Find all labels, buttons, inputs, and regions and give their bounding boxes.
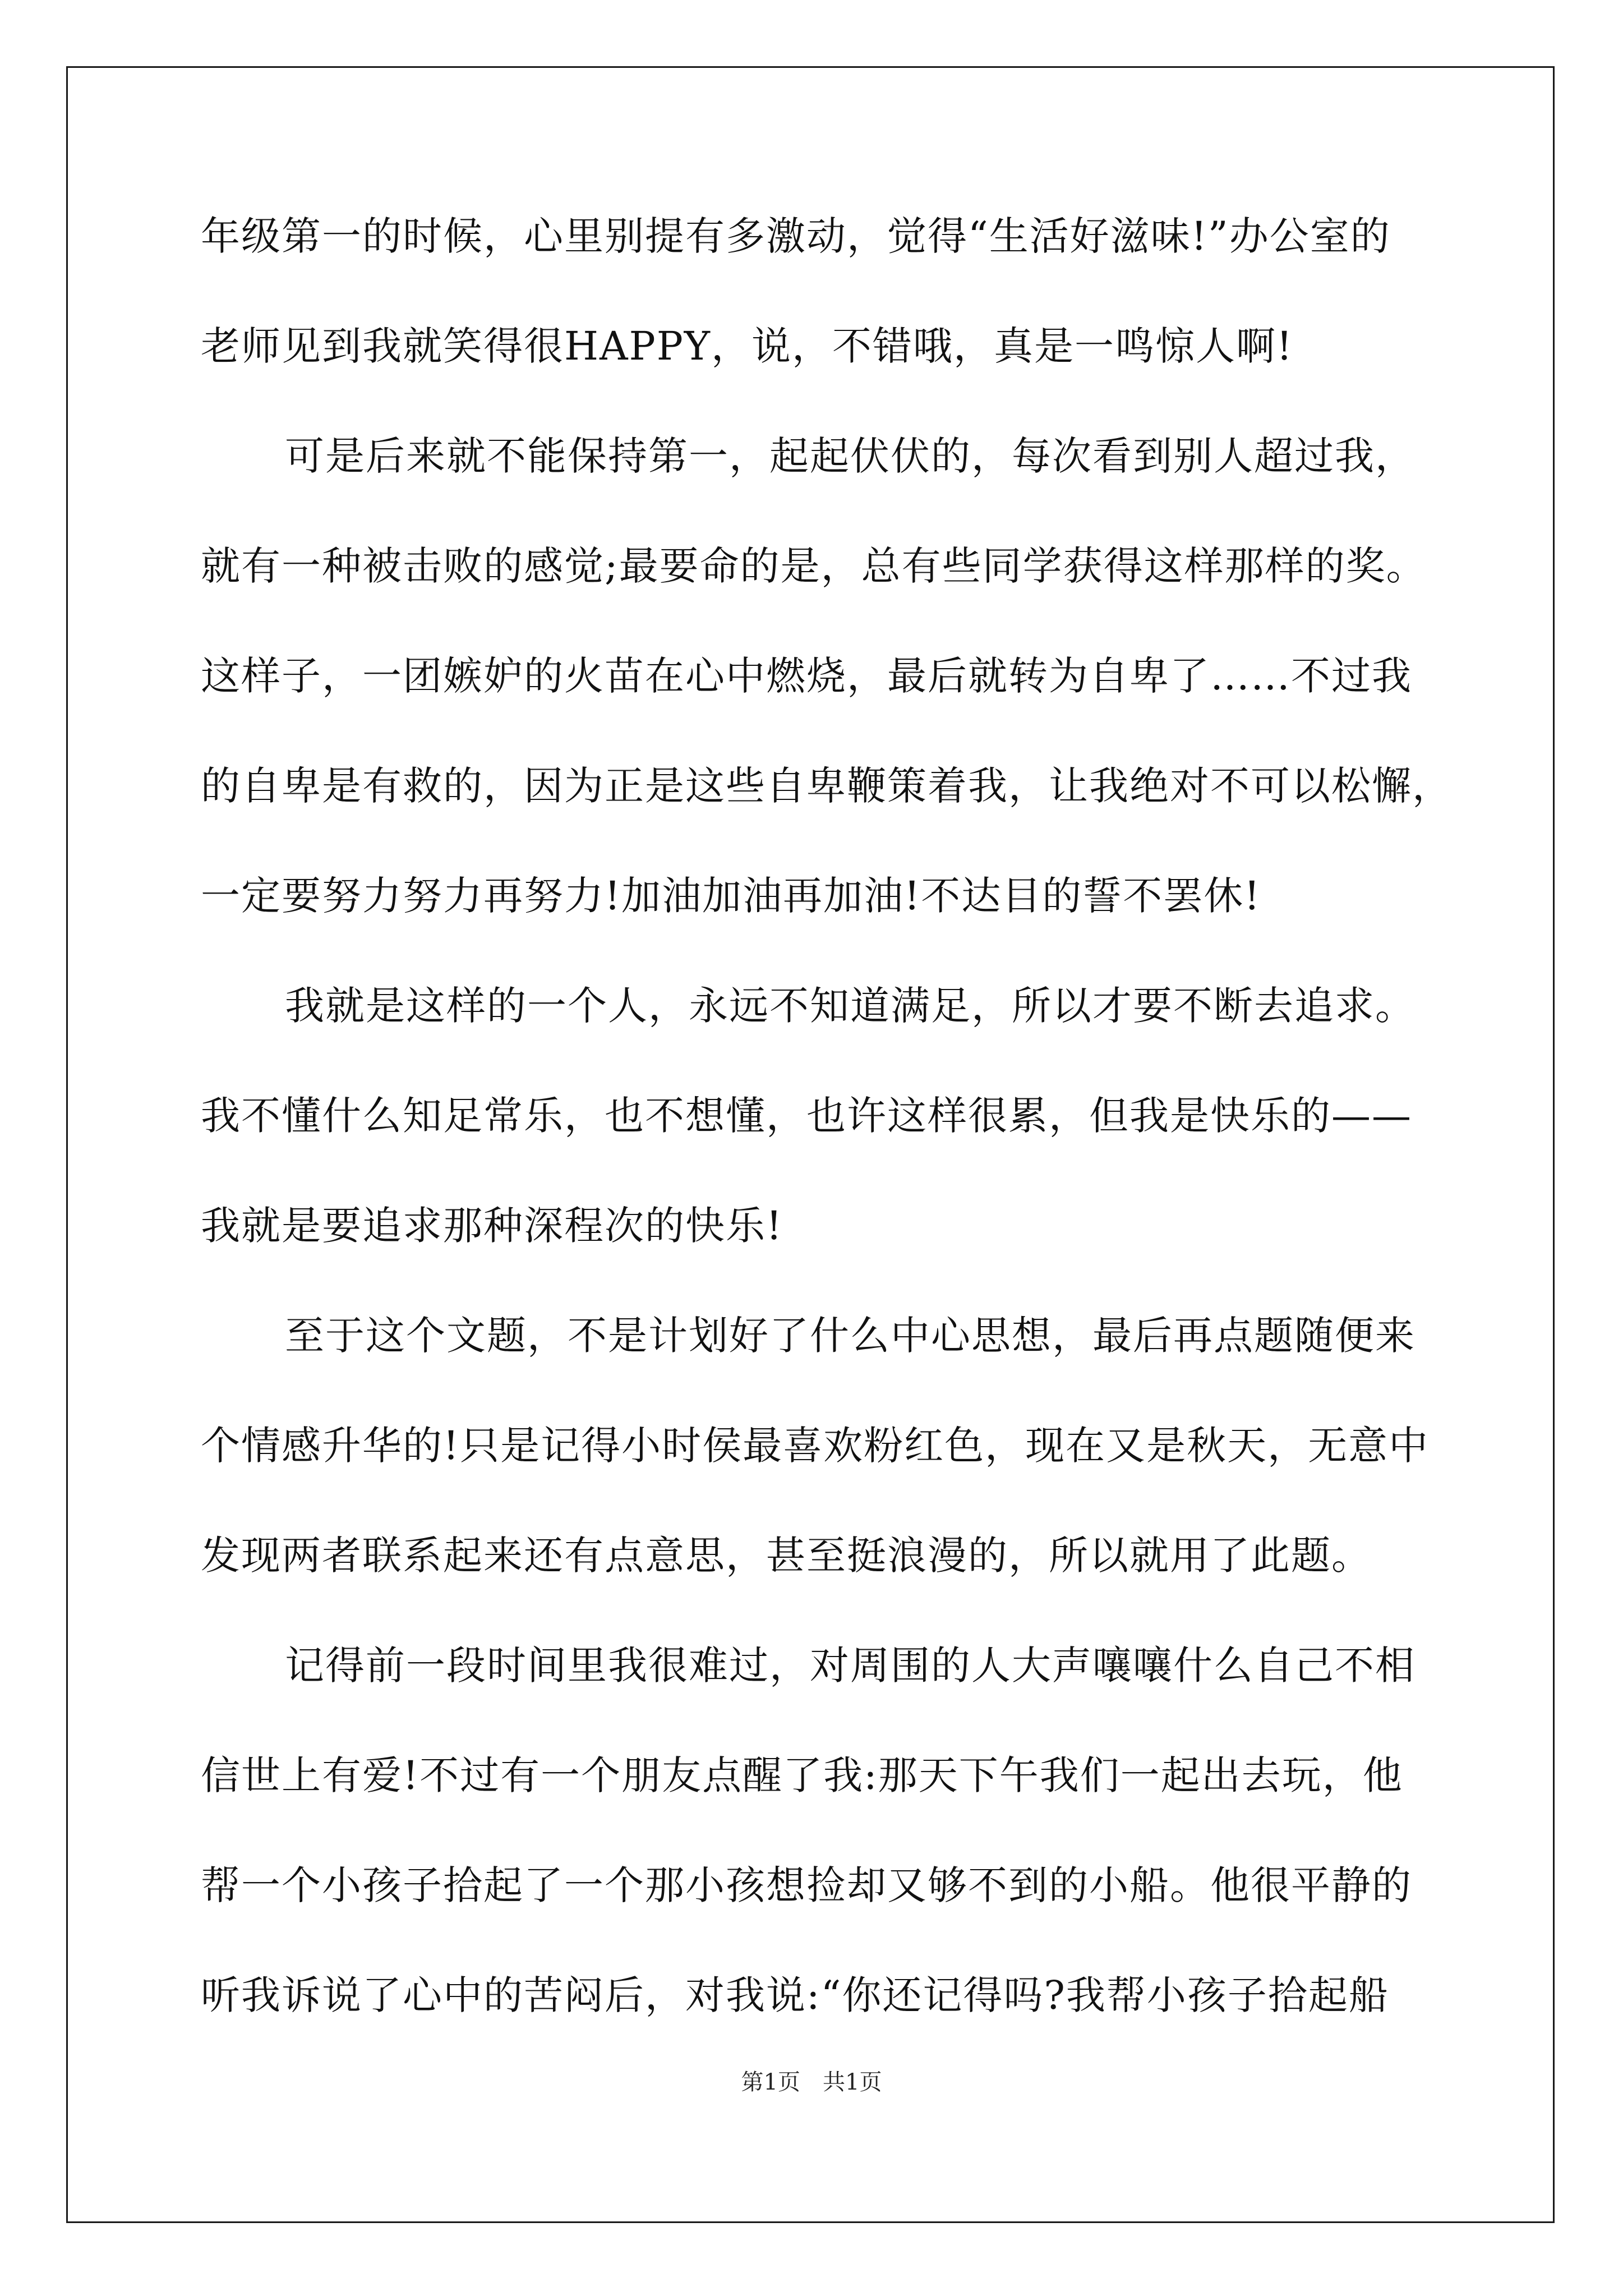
text-line: 一定要努力努力再努力!加油加油再加油!不达目的誓不罢休! (201, 873, 1261, 919)
text-line: 至于这个文题，不是计划好了什么中心思想，最后再点题随便来 (285, 1313, 1415, 1359)
text-line: 我不懂什么知足常乐，也不想懂，也许这样很累，但我是快乐的—— (201, 1093, 1412, 1139)
text-line: 这样子，一团嫉妒的火苗在心中燃烧，最后就转为自卑了……不过我 (201, 653, 1412, 699)
text-line: 发现两者联系起来还有点意思，甚至挺浪漫的，所以就用了此题。 (201, 1533, 1372, 1579)
text-line: 个情感升华的!只是记得小时侯最喜欢粉红色，现在又是秋天，无意中 (201, 1423, 1430, 1469)
text-line: 我就是这样的一个人，永远不知道满足，所以才要不断去追求。 (285, 983, 1415, 1029)
text-line: 老师见到我就笑得很HAPPY，说，不错哦，真是一鸣惊人啊! (201, 323, 1294, 369)
text-line: 的自卑是有救的，因为正是这些自卑鞭策着我，让我绝对不可以松懈， (201, 763, 1453, 809)
text-line: 就有一种被击败的感觉;最要命的是，总有些同学获得这样那样的奖。 (201, 543, 1427, 589)
document-body (201, 203, 1453, 2072)
text-line: 听我诉说了心中的苦闷后，对我说:“你还记得吗?我帮小孩子拾起船 (201, 1972, 1389, 2018)
text-line: 帮一个小孩子拾起了一个那小孩想捡却又够不到的小船。他很平静的 (201, 1862, 1412, 1908)
text-line: 我就是要追求那种深程次的快乐! (201, 1203, 783, 1249)
text-line: 年级第一的时候，心里别提有多激动，觉得“生活好滋味!”办公室的 (201, 213, 1391, 259)
page-number: 第1页 共1页 (741, 2069, 882, 2095)
text-line: 记得前一段时间里我很难过，对周围的人大声嚷嚷什么自己不相 (285, 1642, 1415, 1688)
text-line: 可是后来就不能保持第一，起起伏伏的，每次看到别人超过我， (285, 433, 1415, 479)
text-line: 信世上有爱!不过有一个朋友点醒了我:那天下午我们一起出去玩，他 (201, 1752, 1403, 1798)
